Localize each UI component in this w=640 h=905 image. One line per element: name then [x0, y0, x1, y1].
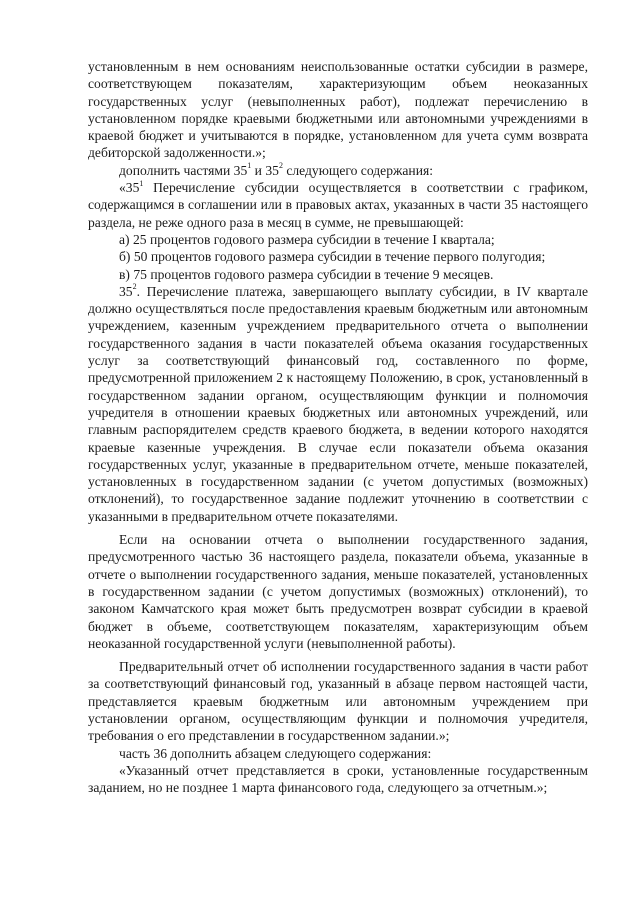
amend-text-mid: и 35: [251, 162, 279, 178]
paragraph-part-35-1: [88, 179, 588, 231]
superscript-2: 2: [278, 161, 283, 171]
part-35-1-text: Перечисление субсидии осуществляется в соответствии с графиком, содержащимся в соглашении или в правовых актах, указанных в части 35 настоящего раздела, не реже одного раза в месяц в сумме, не превышающей:: [88, 180, 588, 230]
paragraph-report-deadline: «Указанный отчет представляется в сроки, установленные государственным заданием, но не позднее 1 марта финансового года, следующего за отчетным.»;: [88, 762, 588, 796]
paragraph-part-35-2: [88, 283, 588, 525]
list-item-c: в) 75 процентов годового размера субсидии в течение 9 месяцев.: [119, 266, 494, 282]
part-35-1-number: «35: [119, 180, 140, 196]
part-35-2-text: . Перечисление платежа, завершающего выплату субсидии, в IV квартале должно осуществляться после предоставления краевым бюджетным или автономным учреждением, казенным учреждением предварительного отчета о выполнении государственного задания в части показателей объема оказания государственных услуг за соответствующий финансовый год, составленного по форме, предусмотренной приложением 2 к настоящему Положению, в срок, установленный в государственном задании органом, осуществляющим функции и полномочия учредителя в отношении краевых бюджетных или автономных учреждений, или главным распорядителем средств краевого бюджета, в ведении которого находятся краевые казенные учреждения. В случае если показатели объема оказания государственных услуг, указанные в предварительном отчете, меньше показателей, установленных в государственном задании (с учетом допустимых (возможных) отклонений), то государственное задание подлежит уточнению в соответствии с указанными в предварительном отчете показателями.: [88, 283, 588, 524]
superscript-1: 1: [247, 161, 252, 171]
paragraph-preliminary-report: Предварительный отчет об исполнении государственного задания в части работ за соответствующий финансовый год, указанный в абзаце первом настоящей части, представляется краевым бюджетным или автономным учреждением при установлении органом, осуществляющим функции и полномочия учредителя, требования о его представлении в государственном задании.»;: [88, 659, 588, 744]
part-35-2-number: 35: [119, 283, 133, 299]
part-35-1-superscript: 1: [139, 178, 144, 188]
paragraph-continuation: установленным в нем основаниям неиспользованные остатки субсидии в размере, соответствующем показателям, характеризующим объем неоказанных государственных услуг (невыполненных работ), подлежат перечислению в установленном порядке краевыми бюджетными или автономными учреждениями в краевой бюджет и учитываются в порядке, установленном для учета сумм возврата дебиторской задолженности.»;: [88, 59, 588, 161]
list-item-a: а) 25 процентов годового размера субсидии в течение I квартала;: [119, 231, 495, 247]
amend-text-pre: дополнить частями 35: [119, 162, 248, 178]
amend-text-post: следующего содержания:: [282, 162, 433, 178]
paragraph-amend-part-36: часть 36 дополнить абзацем следующего содержания:: [119, 745, 432, 761]
list-item-b: б) 50 процентов годового размера субсидии в течение первого полугодия;: [119, 249, 546, 265]
part-35-2-superscript: 2: [132, 282, 137, 292]
paragraph-amend-parts: [88, 162, 588, 179]
paragraph-return-subsidy: Если на основании отчета о выполнении государственного задания, предусмотренного частью 36 настоящего раздела, показатели объема, указанные в отчете о выполнении государственного задания, меньше показателей, установленных в государственном задании (с учетом допустимых (возможных) отклонений), то законом Камчатского края может быть предусмотрен возврат субсидии в краевой бюджет в объеме, соответствующем показателям, характеризующим объем неоказанной государственной услуги (невыполненной работы).: [88, 532, 588, 651]
